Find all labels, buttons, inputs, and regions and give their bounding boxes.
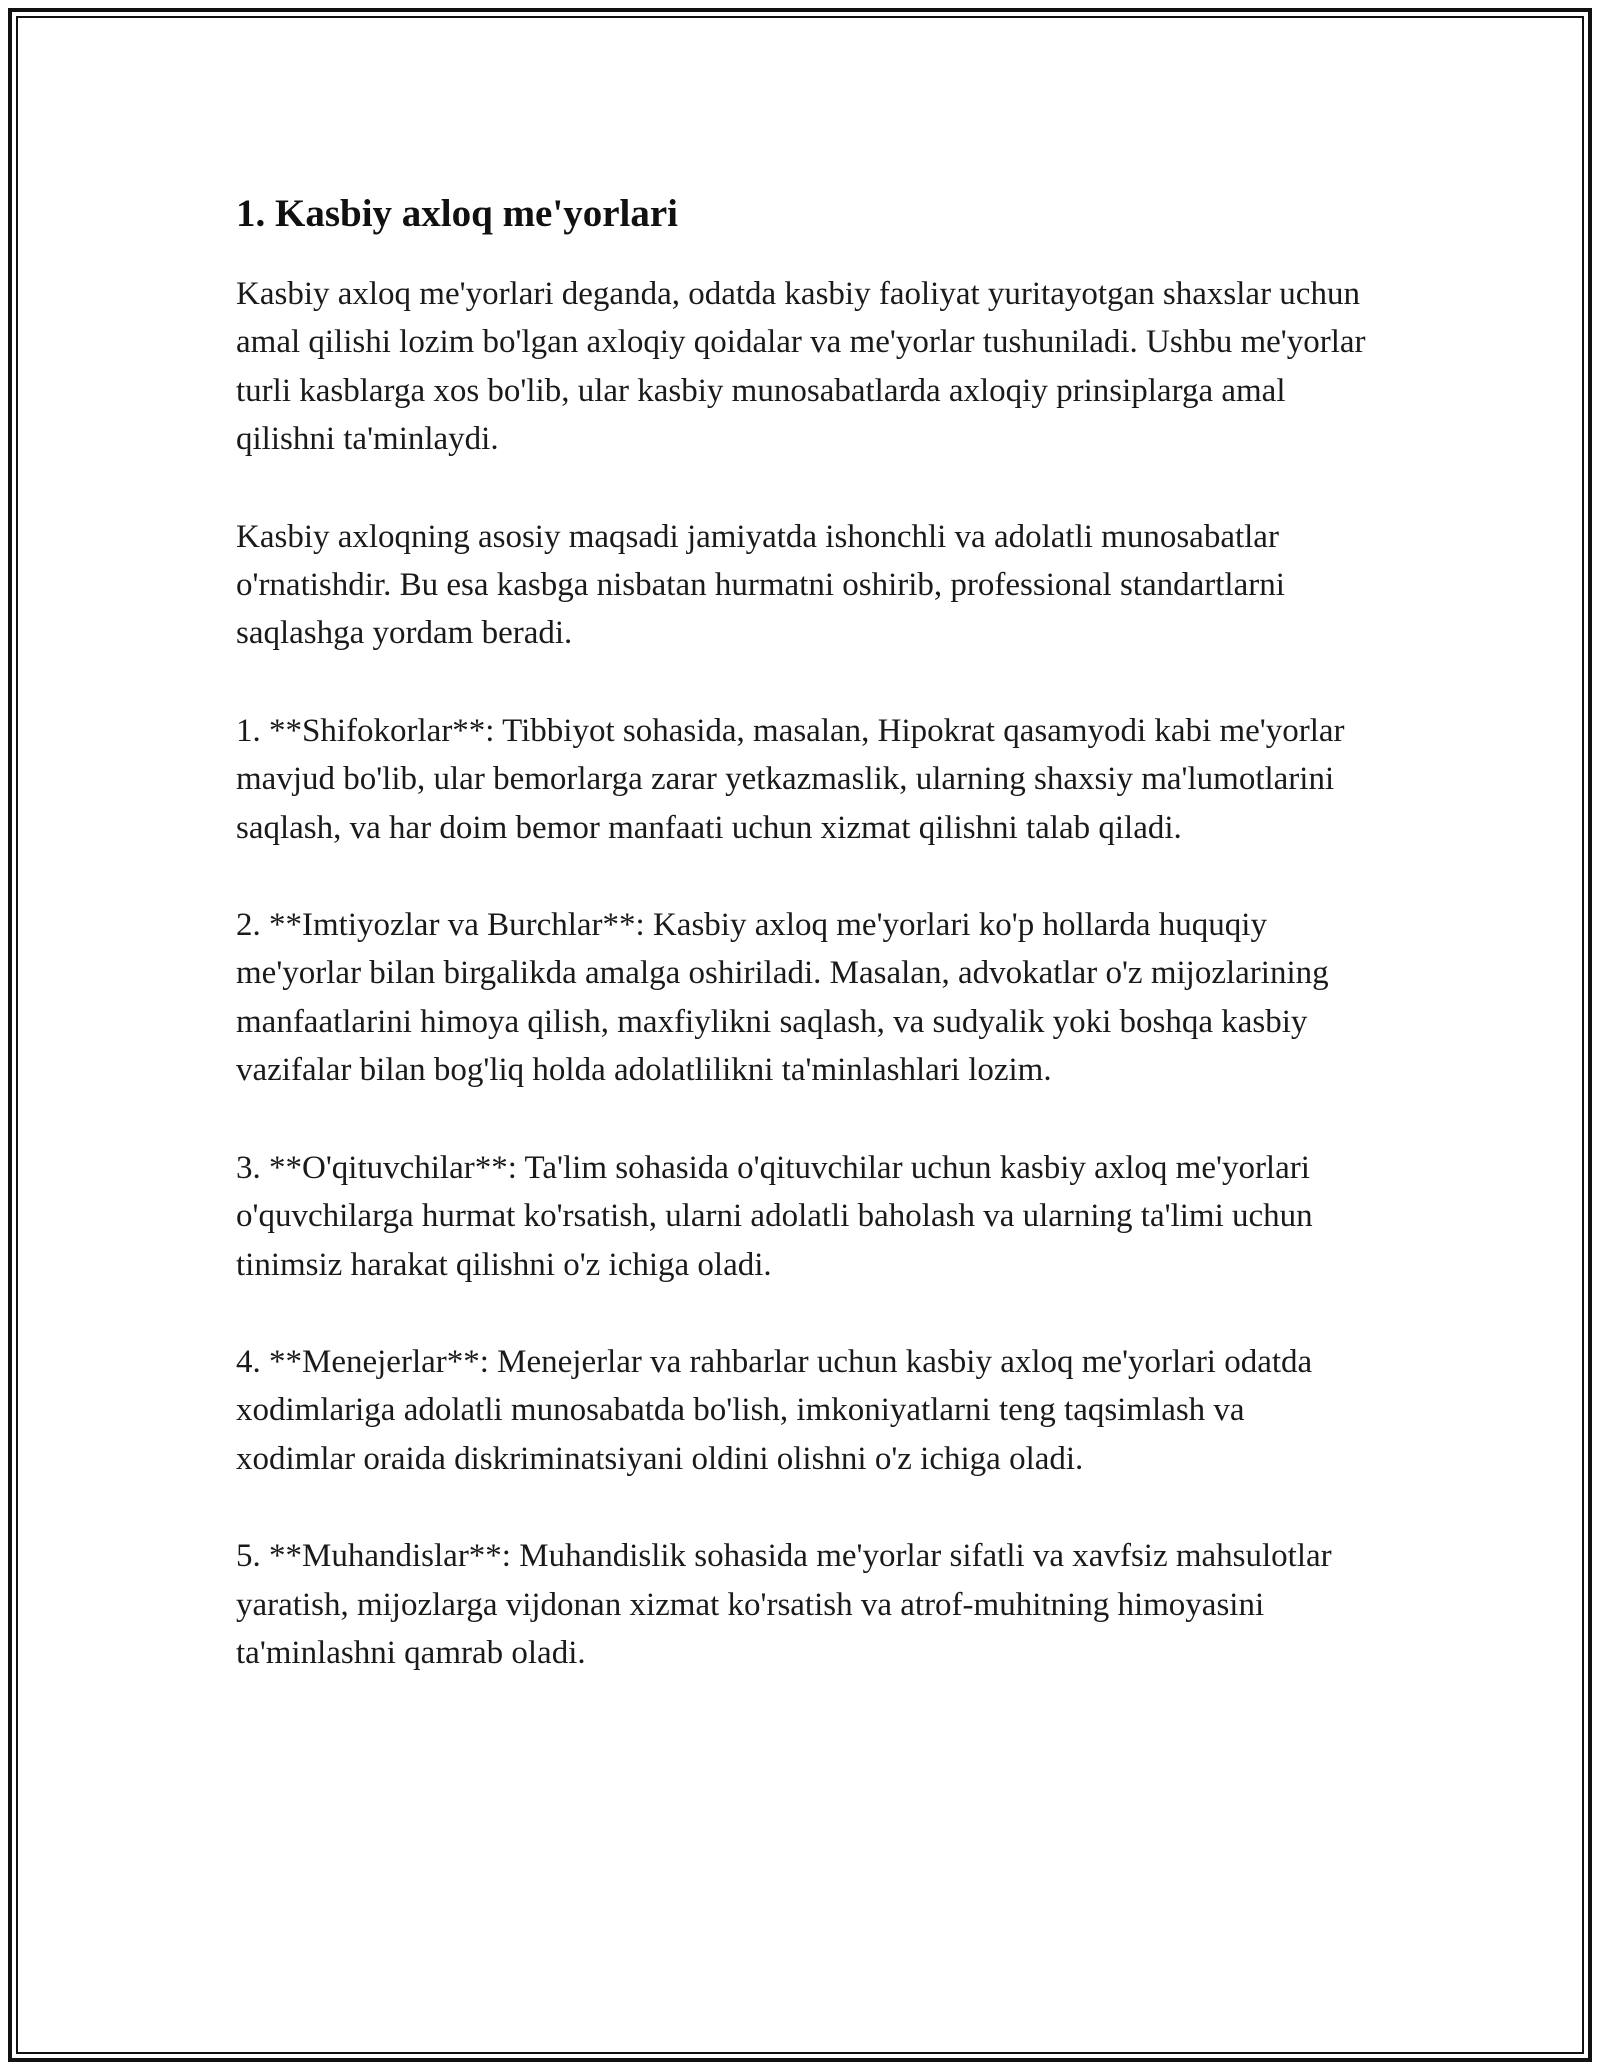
list-item-managers: 4. **Menejerlar**: Menejerlar va rahbarlar uchun kasbiy axloq me'yorlari odatda xodimlariga adolatli munosabatda bo'lish, imkoniyatlarni teng taqsimlash va xodimlar oraida diskriminatsiyani oldini olishni o'z ichiga oladi. [236, 1343, 1313, 1477]
list-item-engineers: 5. **Muhandislar**: Muhandislik sohasida me'yorlar sifatli va xavfsiz mahsulotlar yaratish, mijozlarga vijdonan xizmat ko'rsatish va atrof-muhitning himoyasini ta'minlashni qamrab oladi. [236, 1538, 1332, 1671]
document-body [236, 186, 1366, 1726]
list-item-privileges-duties: 2. **Imtiyozlar va Burchlar**: Kasbiy axloq me'yorlari ko'p hollarda huquqiy me'yorlar bilan birgalikda amalga oshiriladi. Masalan, advokatlar o'z mijozlarining manfaatlarini himoya qilish, maxfiylikni saqlash, va sudyalik yoki boshqa kasbiy vazifalar bilan bog'liq holda adolatlilikni ta'minlashlari lozim. [236, 907, 1329, 1089]
list-item-doctors: 1. **Shifokorlar**: Tibbiyot sohasida, masalan, Hipokrat qasamyodi kabi me'yorlar mavjud bo'lib, ular bemorlarga zarar yetkazmaslik, ularning shaxsiy ma'lumotlarini saqlash, va har doim bemor manfaati uchun xizmat qilishni talab qiladi. [236, 712, 1345, 846]
intro-paragraph: Kasbiy axloq me'yorlari deganda, odatda kasbiy faoliyat yuritayotgan shaxslar uchun amal qilishi lozim bo'lgan axloqiy qoidalar va me'yorlar tushuniladi. Ushbu me'yorlar turli kasblarga xos bo'lib, ular kasbiy munosabatlarda axloqiy prinsiplarga amal qilishni ta'minlaydi. [236, 276, 1366, 458]
list-item-teachers: 3. **O'qituvchilar**: Ta'lim sohasida o'qituvchilar uchun kasbiy axloq me'yorlari o'quvchilarga hurmat ko'rsatish, ularni adolatli baholash va ularning ta'limi uchun tinimsiz harakat qilishni o'z ichiga oladi. [236, 1149, 1313, 1283]
section-heading: 1. Kasbiy axloq me'yorlari [236, 192, 678, 235]
purpose-paragraph: Kasbiy axloqning asosiy maqsadi jamiyatda ishonchli va adolatli munosabatlar o'rnatishdir. Bu esa kasbga nisbatan hurmatni oshirib, professional standartlarni saqlashga yordam beradi. [236, 518, 1285, 652]
